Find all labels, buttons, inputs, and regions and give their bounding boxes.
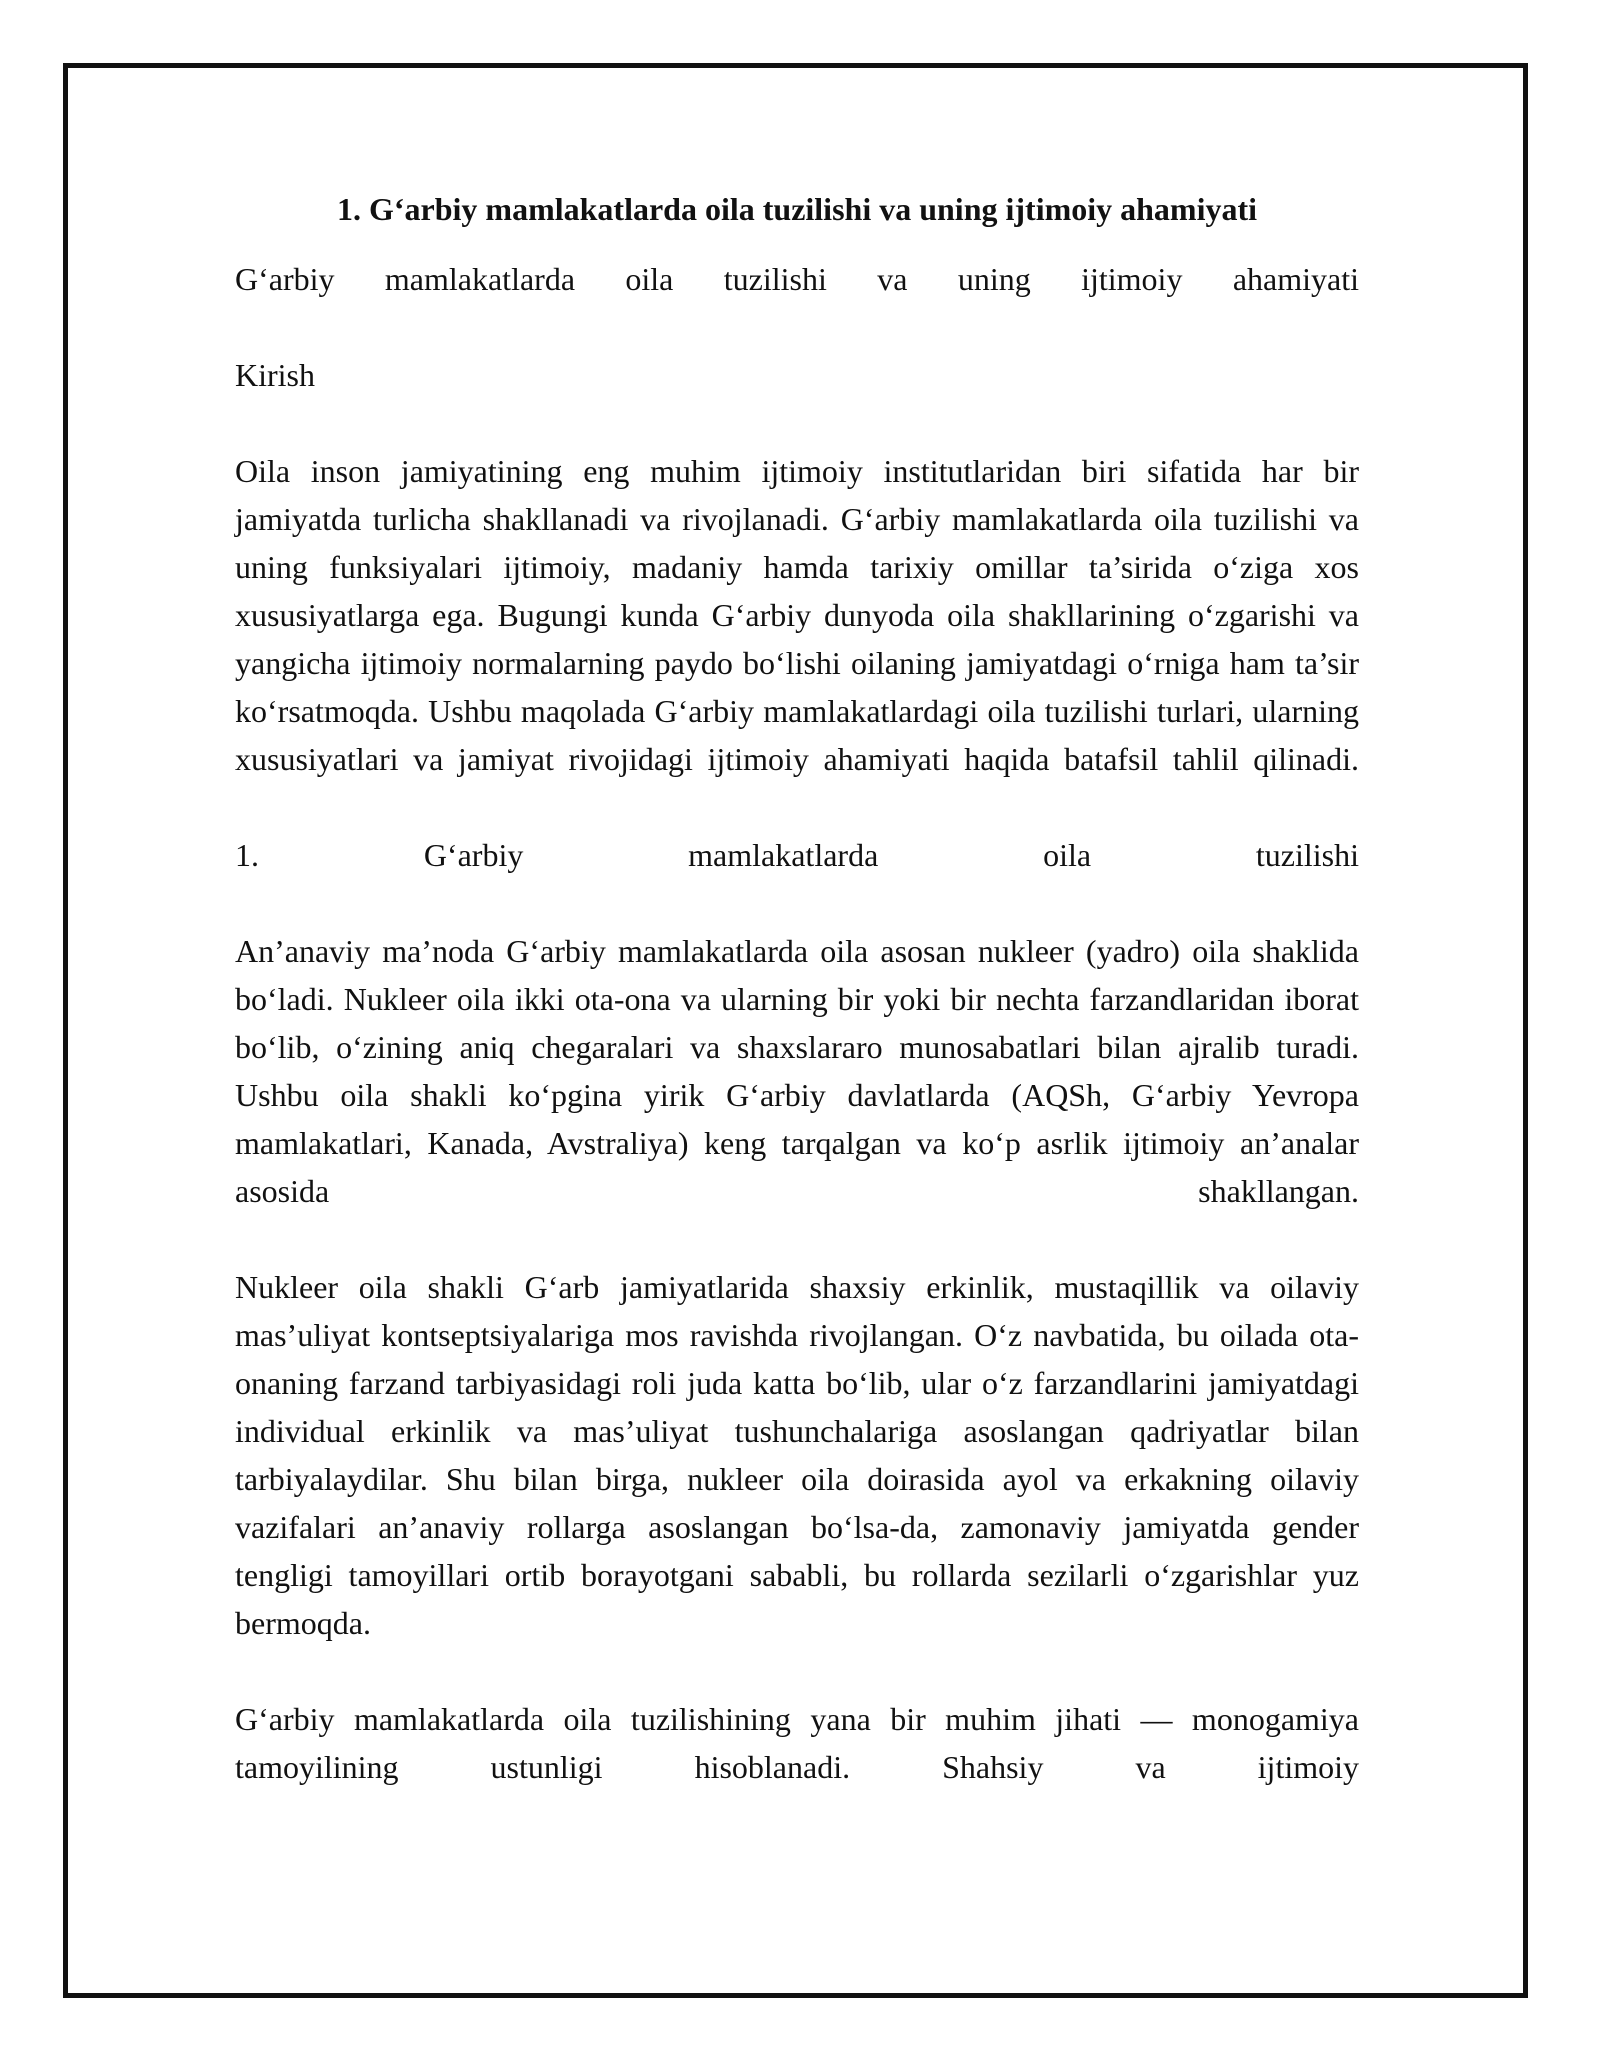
- section-heading-kirish: Kirish: [235, 357, 315, 393]
- subtitle-paragraph: G‘arbiy mamlakatlarda oila tuzilishi va uning ijtimoiy ahamiyati: [235, 261, 1359, 297]
- body-paragraph-2: Nukleer oila shakli G‘arb jamiyatlarida shaxsiy erkinlik, mustaqillik va oilaviy mas’uliyat kontseptsiyalariga mos ravishda rivojlangan. O‘z navbatida, bu oilada ota-onaning farzand tarbiyasidagi roli juda katta bo‘lib, ular o‘z farzandlarini jamiyatdagi individual erkinlik va mas’uliyat tushunchalariga asoslangan qadriyatlar bilan tarbiyalaydilar. Shu bilan birga, nukleer oila doirasida ayol va erkakning oilaviy vazifalari an’anaviy rollarga asoslangan bo‘lsa-da, zamonaviy jamiyatda gender tengligi tamoyillari ortib borayotgani sababli, bu rollarda sezilarli o‘zgarishlar yuz bermoqda.: [235, 1269, 1359, 1641]
- document-body: [235, 185, 1359, 1839]
- section-heading-1: 1. G‘arbiy mamlakatlarda oila tuzilishi: [235, 837, 1359, 873]
- document-title: 1. G‘arbiy mamlakatlarda oila tuzilishi va uning ijtimoiy ahamiyati: [336, 191, 1258, 227]
- body-paragraph-1: An’anaviy ma’noda G‘arbiy mamlakatlarda oila asosan nukleer (yadro) oila shaklida bo‘ladi. Nukleer oila ikki ota-ona va ularning bir yoki bir nechta farzandlaridan iborat bo‘lib, o‘zining aniq chegaralari va shaxslararo munosabatlari bilan ajralib turadi. Ushbu oila shakli ko‘pgina yirik G‘arbiy davlatlarda (AQSh, G‘arbiy Yevropa mamlakatlari, Kanada, Avstraliya) keng tarqalgan va ko‘p asrlik ijtimoiy an’analar asosida shakllangan.: [235, 933, 1359, 1209]
- intro-paragraph: Oila inson jamiyatining eng muhim ijtimoiy institutlaridan biri sifatida har bir jamiyatda turlicha shakllanadi va rivojlanadi. G‘arbiy mamlakatlarda oila tuzilishi va uning funksiyalari ijtimoiy, madaniy hamda tarixiy omillar ta’sirida o‘ziga xos xususiyatlarga ega. Bugungi kunda G‘arbiy dunyoda oila shakllarining o‘zgarishi va yangicha ijtimoiy normalarning paydo bo‘lishi oilaning jamiyatdagi o‘rniga ham ta’sir ko‘rsatmoqda. Ushbu maqolada G‘arbiy mamlakatlardagi oila tuzilishi turlari, ularning xususiyatlari va jamiyat rivojidagi ijtimoiy ahamiyati haqida batafsil tahlil qilinadi.: [235, 453, 1359, 777]
- body-paragraph-3: G‘arbiy mamlakatlarda oila tuzilishining yana bir muhim jihati — monogamiya tamoyilining ustunligi hisoblanadi. Shahsiy va ijtimoiy: [235, 1701, 1359, 1785]
